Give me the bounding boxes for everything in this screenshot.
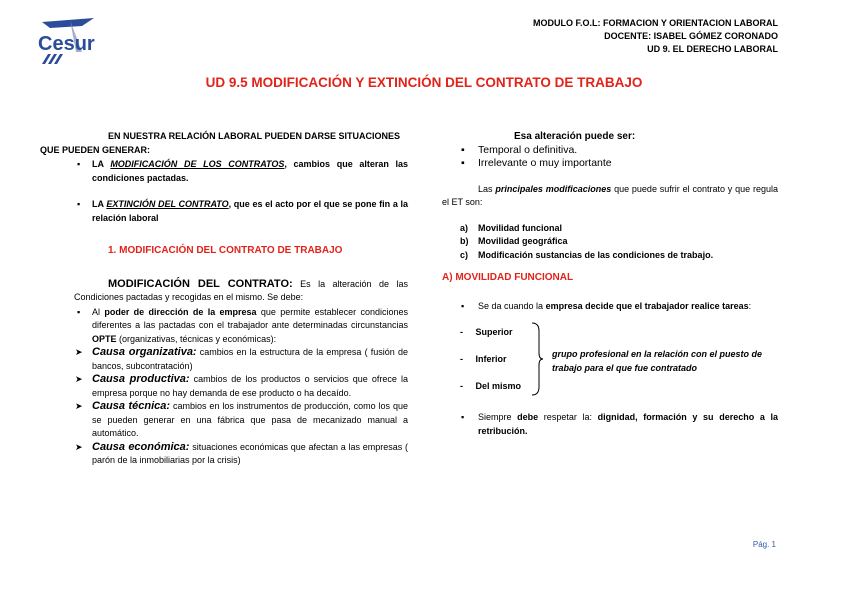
bullet-square-icon: ▪ (461, 300, 465, 311)
arrow-bullet-icon: ➤ (75, 401, 83, 411)
list-item-power: ▪ Al poder de dirección de la empresa que permite establecer condiciones diferentes a las pactadas con el trabajador ante determinadas circunstancias OPTE (organizativas, técnicas y económicas): (77, 306, 408, 344)
group-text: grupo profesional en la relación con el puesto de trabajo para el que fue contratado (552, 349, 763, 373)
list-item-functional: ▪ Se da cuando la empresa decide que el trabajador realice tareas: (442, 300, 778, 314)
list-item-respect: ▪ Siempre debe respetar la: dignidad, formación y su derecho a la retribución. (461, 412, 778, 436)
bullet-square-icon: ▪ (77, 159, 81, 169)
cause-name: Causa técnica: (92, 400, 171, 412)
alteration-heading: Esa alteración puede ser: (514, 131, 636, 142)
cause-item (74, 441, 408, 468)
bullet-square-icon: ▪ (461, 412, 465, 422)
list-item: ▪ Temporal o definitiva. (461, 143, 578, 156)
cesur-logo (36, 16, 98, 66)
intro-line2: QUE PUEDEN GENERAR: (40, 144, 151, 155)
cause-item (74, 400, 408, 441)
page-title: UD 9.5 MODIFICACIÓN Y EXTINCIÓN DEL CONTRATO DE TRABAJO (205, 75, 643, 90)
arrow-bullet-icon: ➤ (75, 441, 83, 452)
cause-item (74, 346, 408, 373)
cause-name: Causa económica: (92, 440, 190, 453)
cause-text: situaciones económicas que afectan a las empresas ( parón de la inmobiliarias por la crisis) (92, 441, 408, 465)
left-column (40, 130, 409, 468)
section-heading-modification: 1. MODIFICACIÓN DEL CONTRATO DE TRABAJO (108, 245, 343, 256)
cause-item (74, 373, 408, 400)
section-heading-functional: A) MOVILIDAD FUNCIONAL (442, 272, 574, 283)
modifications-list (442, 222, 778, 263)
list-item: c) Modificación sustancias de las condiciones de trabajo. (460, 249, 714, 260)
modification-term: MODIFICACIÓN DE LOS CONTRATOS (110, 159, 285, 169)
level-item: - Inferior (460, 354, 507, 364)
cause-text: cambios en la estructura de la empresa ( fusión de bancos, subcontratación) (92, 347, 409, 371)
level-item: - Superior (460, 327, 513, 337)
bullet-square-icon: ▪ (77, 199, 81, 209)
brace-icon (530, 321, 544, 397)
definition-text: Es la alteración de las Condiciones pactadas y recogidas en el mismo. Se debe: (74, 278, 408, 302)
cause-name: Causa productiva: (92, 373, 190, 385)
intro-line1: EN NUESTRA RELACIÓN LABORAL PUEDEN DARSE SITUACIONES (108, 131, 401, 141)
header-teacher: DOCENTE: ISABEL GÓMEZ CORONADO (604, 31, 778, 41)
list-item: a) Movilidad funcional (460, 222, 563, 233)
bullet-square-icon: ▪ (461, 143, 465, 156)
list-item: b) Movilidad geográfica (460, 236, 568, 246)
list-item: ▪ Irrelevante o muy importante (461, 157, 612, 169)
extinction-term: EXTINCIÓN DEL CONTRATO (106, 199, 229, 209)
header-module: MODULO F.O.L: FORMACION Y ORIENTACION LABORAL (533, 18, 778, 28)
logo-text: Cesur (38, 33, 95, 55)
intro-text (40, 130, 408, 157)
document-header (533, 17, 778, 56)
arrow-bullet-icon: ➤ (75, 374, 83, 384)
bullet-square-icon: ▪ (77, 306, 81, 317)
modification-definition (74, 278, 408, 305)
page-number: Pág. 1 (752, 540, 776, 549)
cause-text: cambios de los productos o servicios que ofrece la empresa porque no hay demanda de ese producto o ha decaído. (92, 374, 408, 398)
levels-block (442, 321, 778, 403)
header-unit: UD 9. EL DERECHO LABORAL (647, 44, 778, 54)
list-item-extinction: ▪ LA EXTINCIÓN DEL CONTRATO, que es el acto por el que se pone fin a la relación laboral (77, 199, 408, 223)
bullet-square-icon: ▪ (461, 157, 465, 169)
right-column (442, 130, 778, 438)
cause-text: cambios en los instrumentos de producción, como los que se pueden generar en una fábrica que pasa de mecanizado manual a automático. (92, 401, 408, 438)
list-item-modification: ▪ LA MODIFICACIÓN DE LOS CONTRATOS, cambios que alteran las condiciones pactadas. (77, 159, 409, 183)
cause-name: Causa organizativa: (92, 346, 197, 358)
principal-text: Las principales modificaciones que puede sufrir el contrato y que regula el ET son: (442, 183, 779, 207)
level-item: - Del mismo (460, 381, 522, 391)
arrow-bullet-icon: ➤ (75, 347, 83, 357)
definition-heading: MODIFICACIÓN DEL CONTRATO: (108, 277, 293, 290)
